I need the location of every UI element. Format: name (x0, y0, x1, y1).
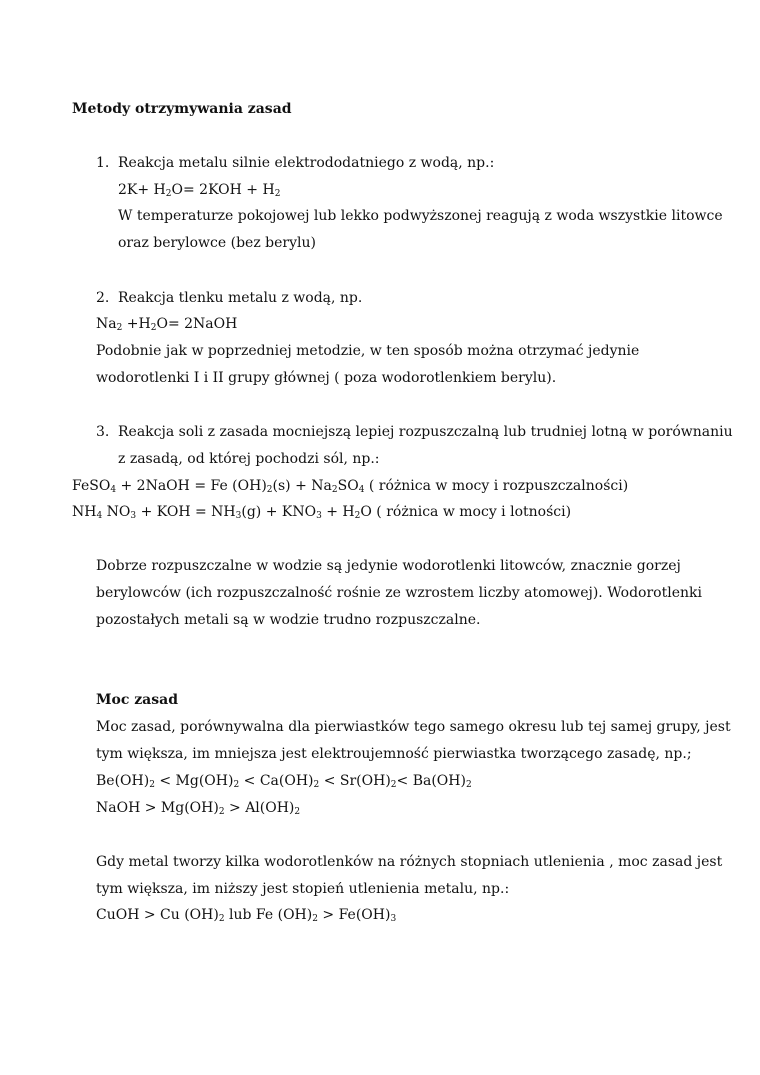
method-1-equation: $2K+ H_2O= 2KOH + H_2$ (118, 182, 281, 199)
method-3-text-line: z zasadą, od której pochodzi sól, np.: (118, 451, 380, 467)
base-strength-series: $Be(OH)_2 < Mg(OH)_2 < Ca(OH)_2 < Sr(OH)_2< Ba(OH)_2$ (96, 773, 472, 790)
method-2-equation: $Na_2 +H_2O=$ 2NaOH (96, 316, 238, 333)
paragraph-line: Dobrze rozpuszczalne w wodzie są jedynie wodorotlenki litowców, znacznie gorzej (96, 558, 681, 574)
method-1-text-line: oraz berylowce (bez berylu) (118, 235, 316, 251)
section-title: Metody otrzymywania zasad (72, 101, 292, 117)
paragraph-line: Gdy metal tworzy kilka wodorotlenków na różnych stopniach utlenienia , moc zasad jest (96, 854, 723, 870)
list-number-3: 3. (96, 424, 110, 440)
base-strength-series: NaOH > $Mg(OH)_2 > Al(OH)_2$ (96, 800, 301, 817)
method-3-heading: Reakcja soli z zasada mocniejszą lepiej rozpuszczalną lub trudniej lotną w porównaniu (118, 424, 733, 440)
paragraph-line: berylowców (ich rozpuszczalność rośnie ze wzrostem liczby atomowej). Wodorotlenki (96, 585, 702, 601)
method-1-text-line: W temperaturze pokojowej lub lekko podwyższonej reagują z woda wszystkie litowce (118, 208, 723, 224)
paragraph-line: tym większa, im mniejsza jest elektroujemność pierwiastka tworzącego zasadę, np.; (96, 746, 692, 762)
method-2-text-line: Podobnie jak w poprzedniej metodzie, w ten sposób można otrzymać jedynie (96, 343, 640, 359)
list-number-2: 2. (96, 290, 110, 306)
method-2-text-line: wodorotlenki I i II grupy głównej ( poza wodorotlenkiem berylu). (96, 370, 557, 386)
method-3-equation: FeSO$_4$ + 2NaOH = Fe $(OH)_2(s) + Na_2SO_4$ ( różnica w mocy i rozpuszczalności) (72, 478, 629, 495)
base-strength-series: CuOH > Cu $(OH)_2$ lub Fe $(OH)_2 > Fe(OH)_3$ (96, 907, 397, 924)
method-1-heading: Reakcja metalu silnie elektrododatniego z wodą, np.: (118, 155, 495, 171)
method-3-equation: $NH_4$ $NO_3$ + KOH = $NH_3(g) + KNO_3 + H_2O$ ( różnica w mocy i lotności) (72, 504, 572, 521)
paragraph-line: Moc zasad, porównywalna dla pierwiastków tego samego okresu lub tej samej grupy, jest (96, 719, 731, 735)
list-number-1: 1. (96, 155, 110, 171)
section-title: Moc zasad (96, 692, 178, 708)
paragraph-line: pozostałych metali są w wodzie trudno rozpuszczalne. (96, 612, 481, 628)
paragraph-line: tym większa, im niższy jest stopień utlenienia metalu, np.: (96, 881, 510, 897)
method-2-heading: Reakcja tlenku metalu z wodą, np. (118, 290, 363, 306)
